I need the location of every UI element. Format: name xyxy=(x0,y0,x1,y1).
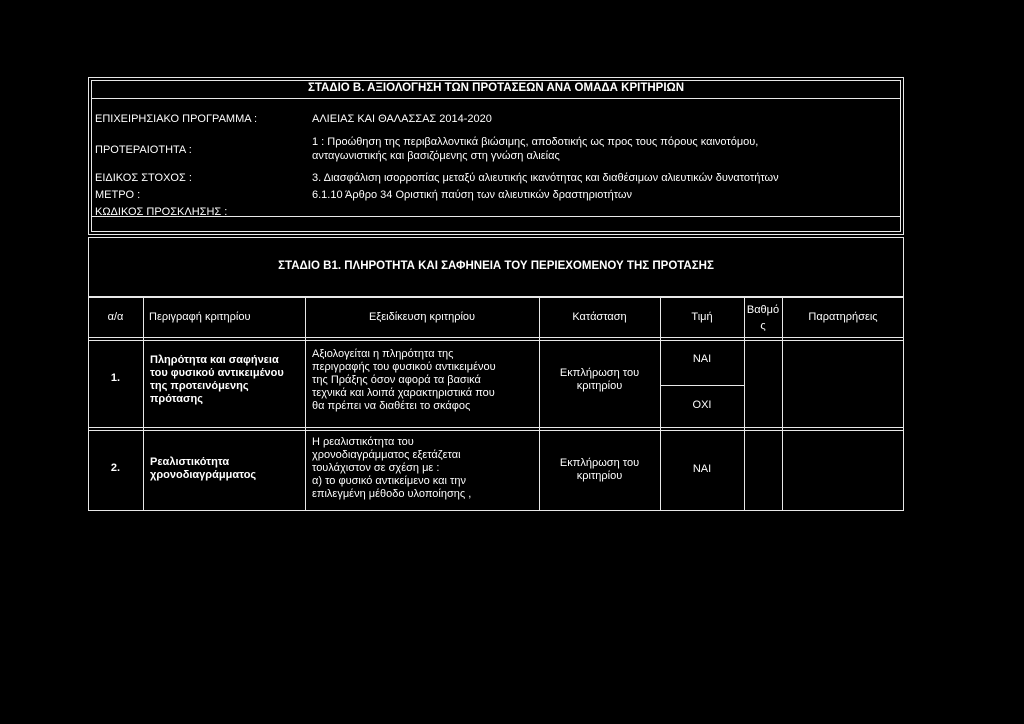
col-header-value: Τιμή xyxy=(691,311,713,323)
priority-line-1: 1 : Προώθηση της περιβαλλοντικά βιώσιμης, αποδοτικής ως προς τους πόρους καινοτόμου, xyxy=(312,136,759,148)
col-header-score-line2: ς xyxy=(760,320,766,332)
col-divider xyxy=(782,297,783,511)
call-code-label: ΚΩΔΙΚΟΣ ΠΡΟΣΚΛΗΣΗΣ : xyxy=(95,206,228,218)
row-1-value-no: ΟΧΙ xyxy=(692,399,712,411)
col-header-notes: Παρατηρήσεις xyxy=(808,311,878,323)
objective-value: 3. Διασφάλιση ισορροπίας μεταξύ αλιευτικής ικανότητας και διαθέσιμων αλιευτικών δυνατοτήτων xyxy=(312,172,779,184)
priority-label: ΠΡΟΤΕΡΑΙΟΤΗΤΑ : xyxy=(95,144,192,156)
row-1-value-yes: ΝΑΙ xyxy=(692,353,712,365)
col-header-score-line1: Βαθμό xyxy=(746,304,780,316)
program-value: ΑΛΙΕΙΑΣ ΚΑΙ ΘΑΛΑΣΣΑΣ 2014-2020 xyxy=(312,113,492,125)
row-2-specification: Η ρεαλιστικότητα του χρονοδιαγράμματος εξετάζεται τουλάχιστον σε σχέση με : α) το φυσικό αντικείμενο και την επιλεγμένη μέθοδο υλοποίησης , xyxy=(312,436,472,500)
program-label: ΕΠΙΧΕΙΡΗΣΙΑΚΟ ΠΡΟΓΡΑΜΜΑ : xyxy=(95,113,258,125)
col-header-description: Περιγραφή κριτηρίου xyxy=(149,311,251,323)
col-header-index: α/α xyxy=(107,311,124,323)
value-divider xyxy=(660,385,744,386)
row-2-description: Ρεαλιστικότητα χρονοδιαγράμματος xyxy=(150,456,257,481)
row-1-description: Πληρότητα και σαφήνεια του φυσικού αντικειμένου της προτεινόμενης πρότασης xyxy=(150,354,284,405)
col-divider xyxy=(143,297,144,511)
row-2-value-yes: ΝΑΙ xyxy=(692,463,712,475)
row-2-index: 2. xyxy=(110,462,121,474)
row-1-specification: Αξιολογείται η πληρότητα της περιγραφής του φυσικού αντικειμένου της Πράξης όσον αφορά τα βασικά τεχνικά και λοιπά χαρακτηριστικά που θα πρέπει να διαθέτει το σκάφος xyxy=(312,348,496,412)
col-header-status: Κατάσταση xyxy=(572,311,627,323)
section-title: ΣΤΑΔΙΟ Β1. ΠΛΗΡΟΤΗΤΑ ΚΑΙ ΣΑΦΗΝΕΙΑ ΤΟΥ ΠΕΡΙΕΧΟΜΕΝΟΥ ΤΗΣ ΠΡΟΤΑΣΗΣ xyxy=(278,260,714,272)
col-header-score xyxy=(744,304,782,333)
row-1-status: Εκπλήρωση του κριτηρίου xyxy=(559,367,640,392)
row-1-index: 1. xyxy=(110,372,121,384)
measure-value: 6.1.10 Άρθρο 34 Οριστική παύση των αλιευτικών δραστηριοτήτων xyxy=(312,189,633,201)
divider xyxy=(91,98,901,99)
priority-line-2: ανταγωνιστικής και βασιζόμενης στη γνώση αλιείας xyxy=(312,150,560,162)
row-2-status: Εκπλήρωση του κριτηρίου xyxy=(559,457,640,482)
col-divider xyxy=(305,297,306,511)
measure-label: ΜΕΤΡΟ : xyxy=(95,189,141,201)
stage-title: ΣΤΑΔΙΟ Β. ΑΞΙΟΛΟΓΗΣΗ ΤΩΝ ΠΡΟΤΑΣΕΩΝ ΑΝΑ ΟΜΑΔΑ ΚΡΙΤΗΡΙΩΝ xyxy=(307,82,685,94)
objective-label: ΕΙΔΙΚΟΣ ΣΤΟΧΟΣ : xyxy=(95,172,192,184)
col-header-specification: Εξειδίκευση κριτηρίου xyxy=(368,311,476,323)
